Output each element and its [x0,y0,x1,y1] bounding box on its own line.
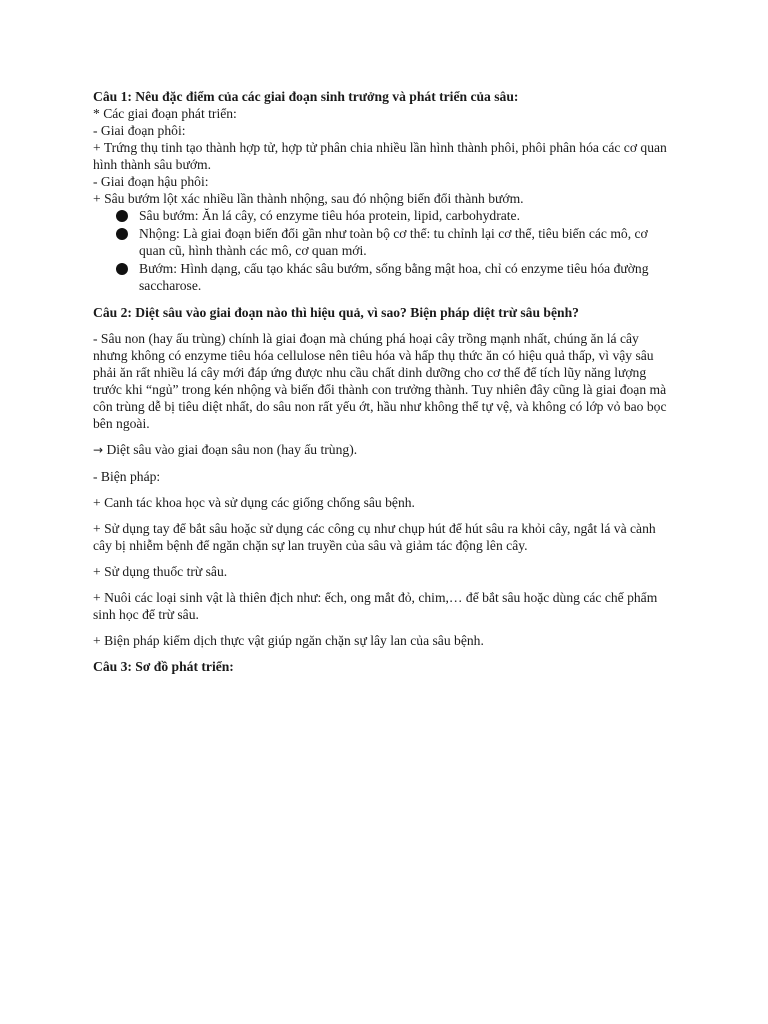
larva-stage-explanation: - Sâu non (hay ấu trùng) chính là giai đoạn mà chúng phá hoại cây trồng mạnh nhất, chúng ăn lá cây nhưng không có enzyme tiêu hóa cellulose nên tiêu hóa và hấp thụ thức ăn có hiệu quả thấp, vì vậy sâu phải ăn rất nhiều lá cây mới đáp ứng được nhu cầu chất dinh dưỡng cho cơ thể để tích lũy năng lượng trước khi “ngủ” trong kén nhộng và biến đổi thành con trưởng thành. Tuy nhiên đây cũng là giai đoạn mà côn trùng dễ bị tiêu diệt nhất, do sâu non rất yếu ớt, hầu như không thể tự vệ, và không có lớp vỏ bao bọc bên ngoài. [93,331,667,431]
embryo-stage-text: + Trứng thụ tinh tạo thành hợp tử, hợp tử phân chia nhiều lần hình thành phôi, phôi phân hóa các cơ quan hình thành sâu bướm. [93,140,667,172]
conclusion-line [93,441,676,459]
post-embryo-stage-label: - Giai đoạn hậu phôi: [93,174,209,189]
bullet-icon [116,263,128,275]
arrow-right-icon: → [93,443,104,457]
list-item [116,260,676,294]
measure-item: + Sử dụng thuốc trừ sâu. [93,564,228,579]
butterfly-stage-text: Bướm: Hình dạng, cấu tạo khác sâu bướm, sống bằng mật hoa, chỉ có enzyme tiêu hóa đường saccharose. [139,261,649,293]
conclusion-text: Diệt sâu vào giai đoạn sâu non (hay ấu trùng). [103,442,358,457]
measure-item: + Sử dụng tay để bắt sâu hoặc sử dụng các công cụ như chụp hút để hút sâu ra khỏi cây, ngắt lá và cành cây bị nhiễm bệnh để ngăn chặn sự lan truyền của sâu và giảm tác động lên cây. [93,521,656,553]
list-item [116,225,676,259]
pupa-stage-text: Nhộng: Là giai đoạn biến đổi gần như toàn bộ cơ thể: tu chỉnh lại cơ thể, tiêu biến các mô, cơ quan cũ, hình thành các mô, cơ quan mới. [139,226,648,258]
measure-item: + Nuôi các loại sinh vật là thiên địch như: ếch, ong mắt đỏ, chim,… để bắt sâu hoặc dùng các chế phẩm sinh học để trừ sâu. [93,590,658,622]
measures-label: - Biện pháp: [93,469,161,484]
list-item [116,207,676,224]
stage-bullet-list [93,207,676,294]
stages-intro: * Các giai đoạn phát triển: [93,106,237,121]
bullet-icon [116,210,128,222]
measure-item: + Biện pháp kiểm dịch thực vật giúp ngăn chặn sự lây lan của sâu bệnh. [93,633,484,648]
embryo-stage-label: - Giai đoạn phôi: [93,123,186,138]
measure-item: + Canh tác khoa học và sử dụng các giống chống sâu bệnh. [93,495,415,510]
caterpillar-stage-text: Sâu bướm: Ăn lá cây, có enzyme tiêu hóa protein, lipid, carbohydrate. [139,208,520,223]
question-3-heading: Câu 3: Sơ đồ phát triển: [93,659,234,674]
post-embryo-stage-text: + Sâu bướm lột xác nhiều lần thành nhộng, sau đó nhộng biến đổi thành bướm. [93,191,524,206]
bullet-icon [116,228,128,240]
question-1-heading: Câu 1: Nêu đặc điểm của các giai đoạn sinh trưởng và phát triển của sâu: [93,89,519,104]
question-2-heading: Câu 2: Diệt sâu vào giai đoạn nào thì hiệu quả, vì sao? Biện pháp diệt trừ sâu bệnh? [93,305,579,320]
